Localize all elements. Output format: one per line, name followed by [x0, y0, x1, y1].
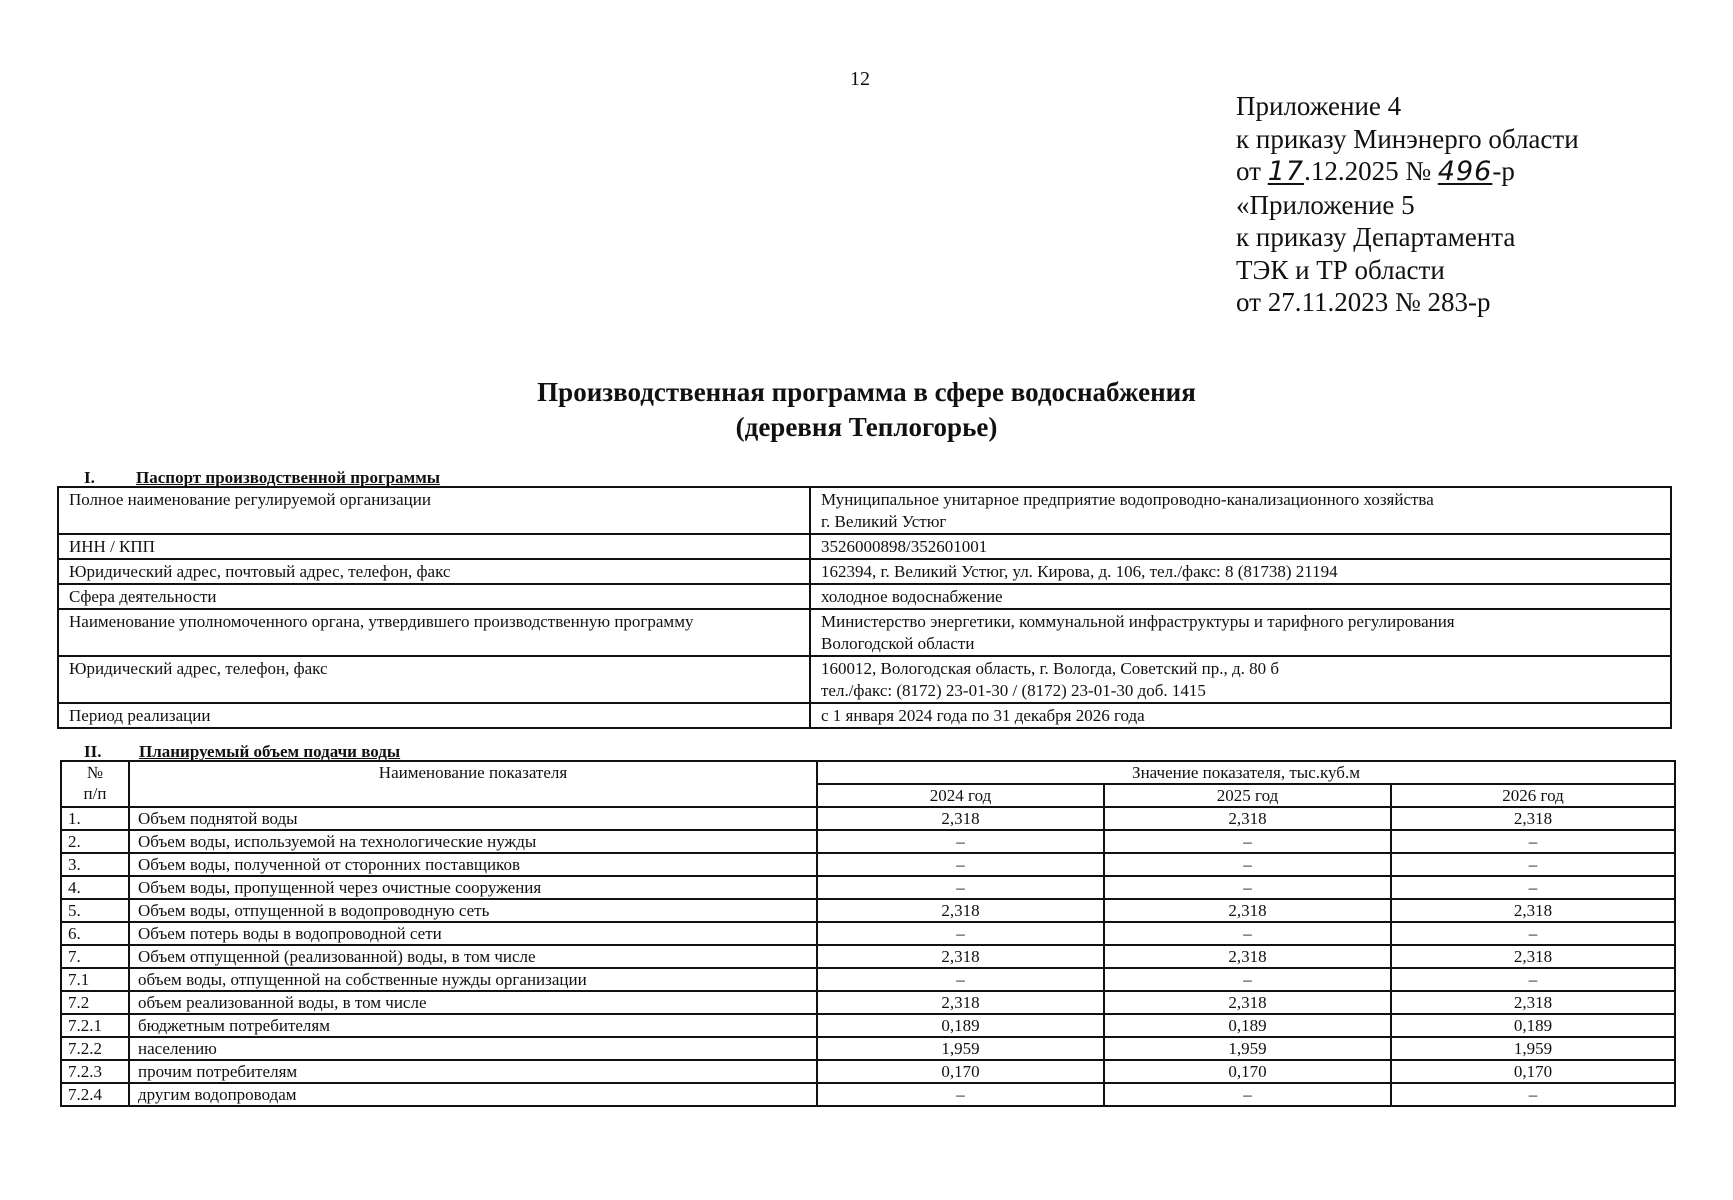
indicator-name: Объем воды, отпущенной в водопроводную сеть [129, 899, 817, 922]
indicator-name: объем реализованной воды, в том числе [129, 991, 817, 1014]
document-title [0, 375, 1733, 445]
passport-value-line: тел./факс: (8172) 23-01-30 / (8172) 23-01-30 доб. 1415 [821, 681, 1206, 700]
appendix-prefix: от [1236, 156, 1268, 186]
appendix-line: от 27.11.2023 № 283-р [1236, 287, 1491, 317]
table-row [61, 968, 1675, 991]
row-number: 7.1 [61, 968, 129, 991]
value-2024: 2,318 [817, 807, 1104, 830]
header-num-line: № [86, 763, 104, 782]
row-number: 6. [61, 922, 129, 945]
value-2024: – [817, 1083, 1104, 1106]
value-2024: 2,318 [817, 991, 1104, 1014]
row-number: 5. [61, 899, 129, 922]
appendix-date: .12.2025 № [1304, 156, 1438, 186]
title-line: (деревня Теплогорье) [735, 412, 998, 442]
indicator-name: прочим потребителям [129, 1060, 817, 1083]
row-number: 7.2.3 [61, 1060, 129, 1083]
value-2025: 0,189 [1104, 1014, 1391, 1037]
passport-value-line: холодное водоснабжение [821, 587, 1003, 606]
header-year-2026: 2026 год [1391, 784, 1675, 807]
appendix-line: «Приложение 5 [1236, 189, 1415, 220]
header-num [61, 761, 129, 807]
passport-value-line: 160012, Вологодская область, г. Вологда, Советский пр., д. 80 б [821, 659, 1280, 678]
table-row [61, 1014, 1675, 1037]
value-2026: – [1391, 1083, 1675, 1106]
value-2025: 2,318 [1104, 807, 1391, 830]
page-number: 12 [850, 68, 870, 90]
row-number: 3. [61, 853, 129, 876]
value-2025: 2,318 [1104, 945, 1391, 968]
value-2024: 0,189 [817, 1014, 1104, 1037]
value-2026: – [1391, 922, 1675, 945]
value-2024: – [817, 876, 1104, 899]
passport-row [58, 584, 1671, 609]
indicator-name: бюджетным потребителям [129, 1014, 817, 1037]
table-row [61, 853, 1675, 876]
header-num-line: п/п [83, 784, 107, 803]
indicator-name: Объем воды, используемой на технологические нужды [129, 830, 817, 853]
value-2026: 1,959 [1391, 1037, 1675, 1060]
value-2026: 0,170 [1391, 1060, 1675, 1083]
value-2024: 1,959 [817, 1037, 1104, 1060]
appendix-block [1236, 90, 1579, 319]
value-2025: 1,959 [1104, 1037, 1391, 1060]
section-1-heading [84, 469, 440, 487]
passport-label: ИНН / КПП [58, 534, 810, 559]
appendix-line: к приказу Департамента [1236, 222, 1516, 252]
row-number: 7.2.4 [61, 1083, 129, 1106]
value-2025: 0,170 [1104, 1060, 1391, 1083]
passport-value [810, 559, 1671, 584]
value-2025: – [1104, 853, 1391, 876]
value-2024: – [817, 922, 1104, 945]
passport-label: Наименование уполномоченного органа, утвердившего производственную программу [58, 609, 810, 656]
passport-value-line: Министерство энергетики, коммунальной инфраструктуры и тарифного регулирования [821, 612, 1455, 631]
section-title: Паспорт производственной программы [136, 468, 441, 487]
value-2024: 0,170 [817, 1060, 1104, 1083]
table-row [61, 922, 1675, 945]
row-number: 7. [61, 945, 129, 968]
section-number: II. [84, 742, 102, 761]
passport-label: Полное наименование регулируемой организации [58, 487, 810, 534]
table-row [61, 899, 1675, 922]
passport-value [810, 609, 1671, 656]
row-number: 2. [61, 830, 129, 853]
value-2025: – [1104, 922, 1391, 945]
table-row [61, 1083, 1675, 1106]
indicator-name: Объем отпущенной (реализованной) воды, в том числе [129, 945, 817, 968]
indicator-name: Объем потерь воды в водопроводной сети [129, 922, 817, 945]
passport-value [810, 487, 1671, 534]
passport-value [810, 584, 1671, 609]
passport-value-line: с 1 января 2024 года по 31 декабря 2026 года [821, 706, 1145, 725]
value-2026: 2,318 [1391, 991, 1675, 1014]
passport-row [58, 487, 1671, 534]
passport-row [58, 534, 1671, 559]
header-year-2024: 2024 год [817, 784, 1104, 807]
passport-value [810, 534, 1671, 559]
row-number: 7.2.1 [61, 1014, 129, 1037]
passport-row [58, 559, 1671, 584]
section-title: Планируемый объем подачи воды [139, 742, 401, 761]
passport-value-line: 162394, г. Великий Устюг, ул. Кирова, д. 106, тел./факс: 8 (81738) 21194 [821, 562, 1338, 581]
value-2026: 2,318 [1391, 945, 1675, 968]
title-line: Производственная программа в сфере водоснабжения [537, 377, 1196, 407]
indicator-name: Объем поднятой воды [129, 807, 817, 830]
value-2024: – [817, 830, 1104, 853]
value-2024: – [817, 853, 1104, 876]
value-2026: – [1391, 968, 1675, 991]
table-row [61, 807, 1675, 830]
appendix-line: к приказу Минэнерго области [1236, 123, 1579, 154]
passport-label: Юридический адрес, почтовый адрес, телефон, факс [58, 559, 810, 584]
table-row [61, 1037, 1675, 1060]
header-indicator-name: Наименование показателя [129, 761, 817, 807]
table-row [61, 1060, 1675, 1083]
header-value-group: Значение показателя, тыс.куб.м [817, 761, 1675, 784]
value-2024: 2,318 [817, 899, 1104, 922]
row-number: 4. [61, 876, 129, 899]
table-row [61, 945, 1675, 968]
value-2025: – [1104, 876, 1391, 899]
section-2-heading [84, 743, 400, 761]
passport-label: Юридический адрес, телефон, факс [58, 656, 810, 703]
water-volume-table [60, 760, 1676, 1107]
passport-label: Период реализации [58, 703, 810, 728]
row-number: 7.2.2 [61, 1037, 129, 1060]
appendix-line: ТЭК и ТР области [1236, 254, 1445, 285]
table-row [61, 830, 1675, 853]
row-number: 1. [61, 807, 129, 830]
value-2026: 2,318 [1391, 899, 1675, 922]
header-year-2025: 2025 год [1104, 784, 1391, 807]
indicator-name: объем воды, отпущенной на собственные нужды организации [129, 968, 817, 991]
passport-label: Сфера деятельности [58, 584, 810, 609]
indicator-name: другим водопроводам [129, 1083, 817, 1106]
passport-row [58, 703, 1671, 728]
value-2025: – [1104, 1083, 1391, 1106]
value-2024: 2,318 [817, 945, 1104, 968]
appendix-line: Приложение 4 [1236, 91, 1402, 121]
passport-value-line: Муниципальное унитарное предприятие водопроводно-канализационного хозяйства [821, 490, 1434, 509]
value-2026: – [1391, 876, 1675, 899]
value-2025: 2,318 [1104, 991, 1391, 1014]
handwritten-order-number: 496 [1437, 156, 1493, 187]
passport-table [57, 486, 1672, 729]
appendix-suffix: -р [1492, 156, 1515, 186]
value-2026: – [1391, 830, 1675, 853]
row-number: 7.2 [61, 991, 129, 1014]
passport-value-line: г. Великий Устюг [821, 512, 947, 531]
value-2026: 0,189 [1391, 1014, 1675, 1037]
handwritten-day: 17 [1267, 156, 1305, 187]
value-2026: 2,318 [1391, 807, 1675, 830]
value-2026: – [1391, 853, 1675, 876]
value-2024: – [817, 968, 1104, 991]
passport-value-line: Вологодской области [821, 634, 975, 653]
passport-value [810, 703, 1671, 728]
value-2025: – [1104, 830, 1391, 853]
indicator-name: Объем воды, пропущенной через очистные сооружения [129, 876, 817, 899]
value-2025: – [1104, 968, 1391, 991]
appendix-order-line [1236, 155, 1579, 189]
passport-value-line: 3526000898/352601001 [821, 537, 988, 556]
section-number: I. [84, 468, 95, 487]
value-2025: 2,318 [1104, 899, 1391, 922]
passport-row [58, 656, 1671, 703]
indicator-name: населению [129, 1037, 817, 1060]
passport-row [58, 609, 1671, 656]
table-row [61, 876, 1675, 899]
indicator-name: Объем воды, полученной от сторонних поставщиков [129, 853, 817, 876]
passport-value [810, 656, 1671, 703]
table-row [61, 991, 1675, 1014]
